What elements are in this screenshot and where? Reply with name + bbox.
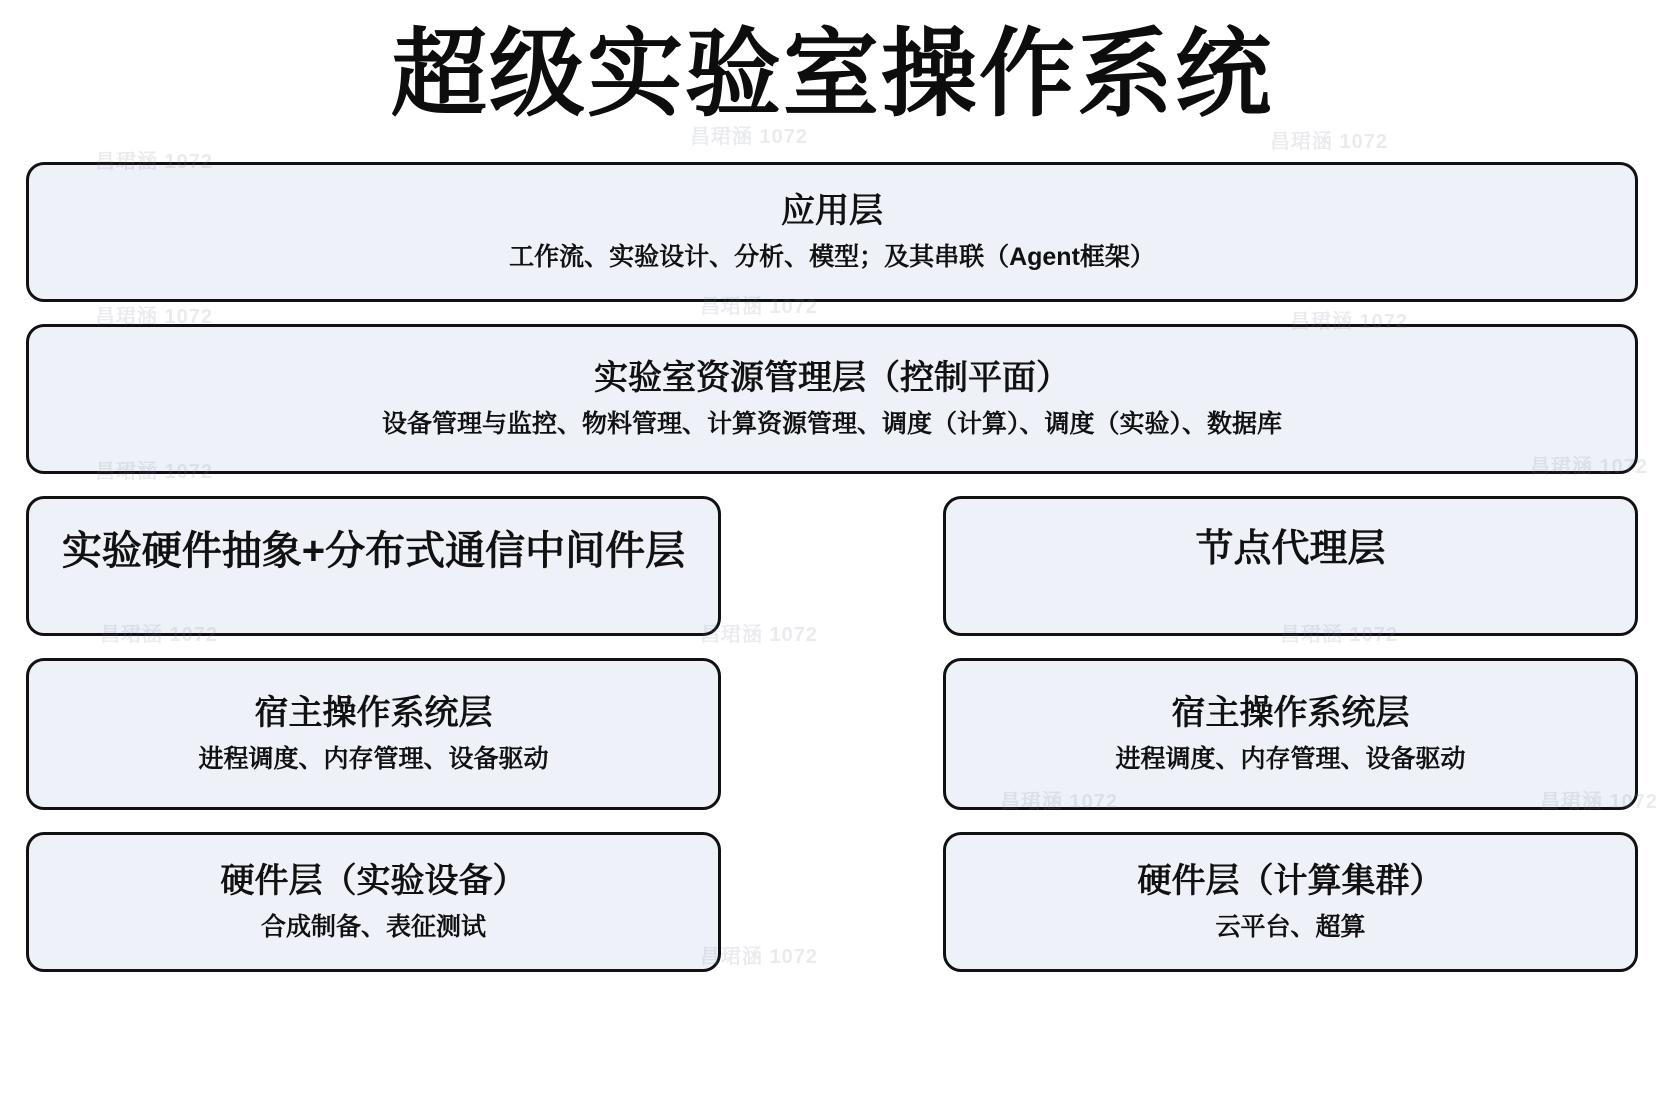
layer-resource-management xyxy=(26,324,1638,474)
layer-host-os-right xyxy=(943,658,1638,810)
watermark: 昌珺涵 1072 xyxy=(700,946,819,968)
watermark: 昌珺涵 1072 xyxy=(1270,131,1389,153)
layer-resource-management-title: 实验室资源管理层（控制平面） xyxy=(594,358,1070,397)
layer-hardware-compute-cluster-title: 硬件层（计算集群） xyxy=(1137,861,1444,900)
layer-application xyxy=(26,162,1638,302)
host-os-layer-row xyxy=(26,658,1638,810)
watermark: 昌珺涵 1072 xyxy=(690,126,809,148)
layer-node-agent-title: 节点代理层 xyxy=(1195,527,1386,570)
layer-hardware-compute-cluster xyxy=(943,832,1638,972)
layer-hardware-compute-cluster-detail: 云平台、超算 xyxy=(1215,912,1366,941)
watermark: 昌珺涵 1072 xyxy=(1290,311,1409,333)
layer-application-title: 应用层 xyxy=(781,191,883,230)
layer-host-os-right-detail: 进程调度、内存管理、设备驱动 xyxy=(1115,744,1466,773)
layer-hardware-abstraction-middleware xyxy=(26,496,721,636)
resource-layer-row xyxy=(26,324,1638,474)
layer-host-os-left-title: 宿主操作系统层 xyxy=(254,693,493,732)
page-title: 超级实验室操作系统 xyxy=(391,21,1273,128)
watermark: 昌珺涵 1072 xyxy=(700,296,819,318)
hardware-layer-row xyxy=(26,832,1638,972)
middleware-layer-row xyxy=(26,496,1638,636)
layer-hardware-equipment-title: 硬件层（实验设备） xyxy=(220,861,527,900)
layer-host-os-left-detail: 进程调度、内存管理、设备驱动 xyxy=(198,744,549,773)
layer-host-os-left xyxy=(26,658,721,810)
layer-host-os-right-title: 宿主操作系统层 xyxy=(1171,693,1410,732)
application-layer-row xyxy=(26,162,1638,302)
watermark: 昌珺涵 1072 xyxy=(700,624,819,646)
layer-hardware-equipment-detail: 合成制备、表征测试 xyxy=(260,912,486,941)
layer-application-detail: 工作流、实验设计、分析、模型；及其串联（Agent框架） xyxy=(509,242,1155,271)
layer-resource-management-detail: 设备管理与监控、物料管理、计算资源管理、调度（计算）、调度（实验）、数据库 xyxy=(381,409,1282,438)
watermark: 昌珺涵 1072 xyxy=(95,306,214,328)
layer-hardware-equipment xyxy=(26,832,721,972)
layer-hardware-abstraction-middleware-title: 实验硬件抽象+分布式通信中间件层 xyxy=(61,528,686,573)
layer-node-agent xyxy=(943,496,1638,636)
